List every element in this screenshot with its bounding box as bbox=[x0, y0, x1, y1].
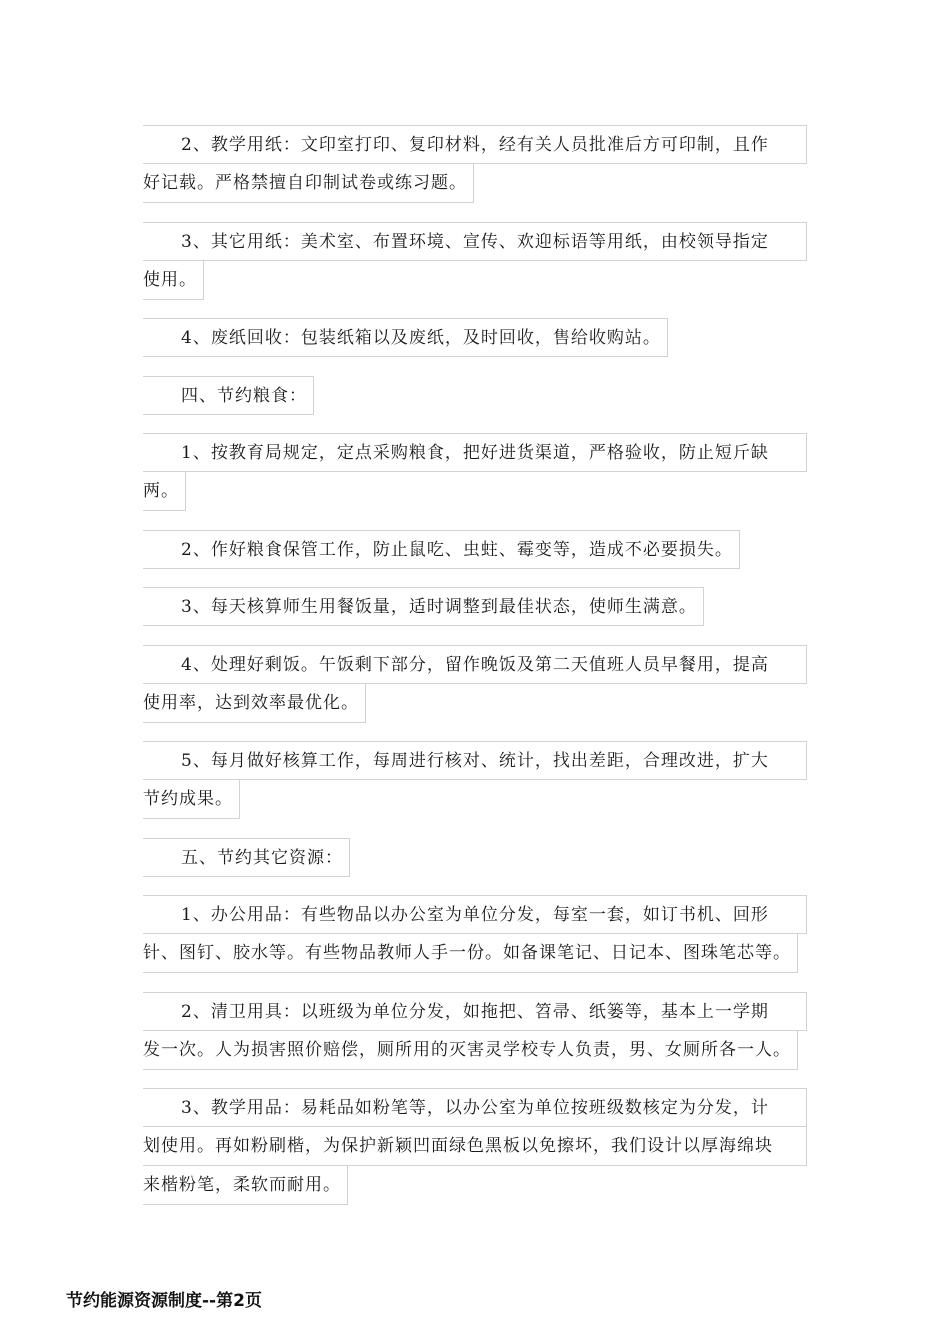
text-line: 使用率，达到效率最优化。 bbox=[143, 684, 366, 723]
paragraph bbox=[143, 1088, 807, 1205]
text-line: 1、按教育局规定，定点采购粮食，把好进货渠道，严格验收，防止短斤缺 bbox=[143, 433, 807, 472]
text-line: 2、清卫用具：以班级为单位分发，如拖把、笤帚、纸篓等，基本上一学期 bbox=[143, 992, 807, 1031]
paragraph bbox=[143, 895, 807, 973]
document-body bbox=[143, 125, 807, 1224]
text-line: 四、节约粮食： bbox=[143, 376, 314, 415]
paragraph bbox=[143, 376, 807, 415]
text-line: 1、办公用品：有些物品以办公室为单位分发，每室一套，如订书机、回形 bbox=[143, 895, 807, 934]
text-line: 3、其它用纸：美术室、布置环境、宣传、欢迎标语等用纸，由校领导指定 bbox=[143, 222, 807, 261]
paragraph bbox=[143, 587, 807, 626]
paragraph bbox=[143, 838, 807, 877]
paragraph bbox=[143, 992, 807, 1070]
paragraph bbox=[143, 530, 807, 569]
paragraph bbox=[143, 222, 807, 300]
text-line: 两。 bbox=[143, 472, 186, 511]
page-footer: 节约能源资源制度--第2页 bbox=[66, 1291, 262, 1311]
text-line: 节约成果。 bbox=[143, 780, 240, 819]
paragraph bbox=[143, 125, 807, 203]
paragraph bbox=[143, 741, 807, 819]
paragraph bbox=[143, 318, 807, 357]
text-line: 5、每月做好核算工作，每周进行核对、统计，找出差距，合理改进，扩大 bbox=[143, 741, 807, 780]
text-line: 五、节约其它资源： bbox=[143, 838, 350, 877]
text-line: 2、作好粮食保管工作，防止鼠吃、虫蛀、霉变等，造成不必要损失。 bbox=[143, 530, 740, 569]
text-line: 4、处理好剩饭。午饭剩下部分，留作晚饭及第二天值班人员早餐用，提高 bbox=[143, 645, 807, 684]
text-line: 使用。 bbox=[143, 261, 204, 300]
text-line: 3、每天核算师生用餐饭量，适时调整到最佳状态，使师生满意。 bbox=[143, 587, 704, 626]
text-line: 好记载。严格禁擅自印制试卷或练习题。 bbox=[143, 164, 474, 203]
text-line: 来楷粉笔，柔软而耐用。 bbox=[143, 1166, 348, 1205]
paragraph bbox=[143, 433, 807, 511]
text-line: 划使用。再如粉刷楷，为保护新颖凹面绿色黑板以免擦坏，我们设计以厚海绵块 bbox=[143, 1127, 807, 1166]
text-line: 针、图钉、胶水等。有些物品教师人手一份。如备课笔记、日记本、图珠笔芯等。 bbox=[143, 934, 798, 973]
text-line: 2、教学用纸：文印室打印、复印材料，经有关人员批准后方可印制，且作 bbox=[143, 125, 807, 164]
paragraph bbox=[143, 645, 807, 723]
text-line: 4、废纸回收：包装纸箱以及废纸，及时回收，售给收购站。 bbox=[143, 318, 668, 357]
text-line: 发一次。人为损害照价赔偿，厕所用的灭害灵学校专人负责，男、女厕所各一人。 bbox=[143, 1031, 798, 1070]
text-line: 3、教学用品：易耗品如粉笔等，以办公室为单位按班级数核定为分发，计 bbox=[143, 1088, 807, 1127]
